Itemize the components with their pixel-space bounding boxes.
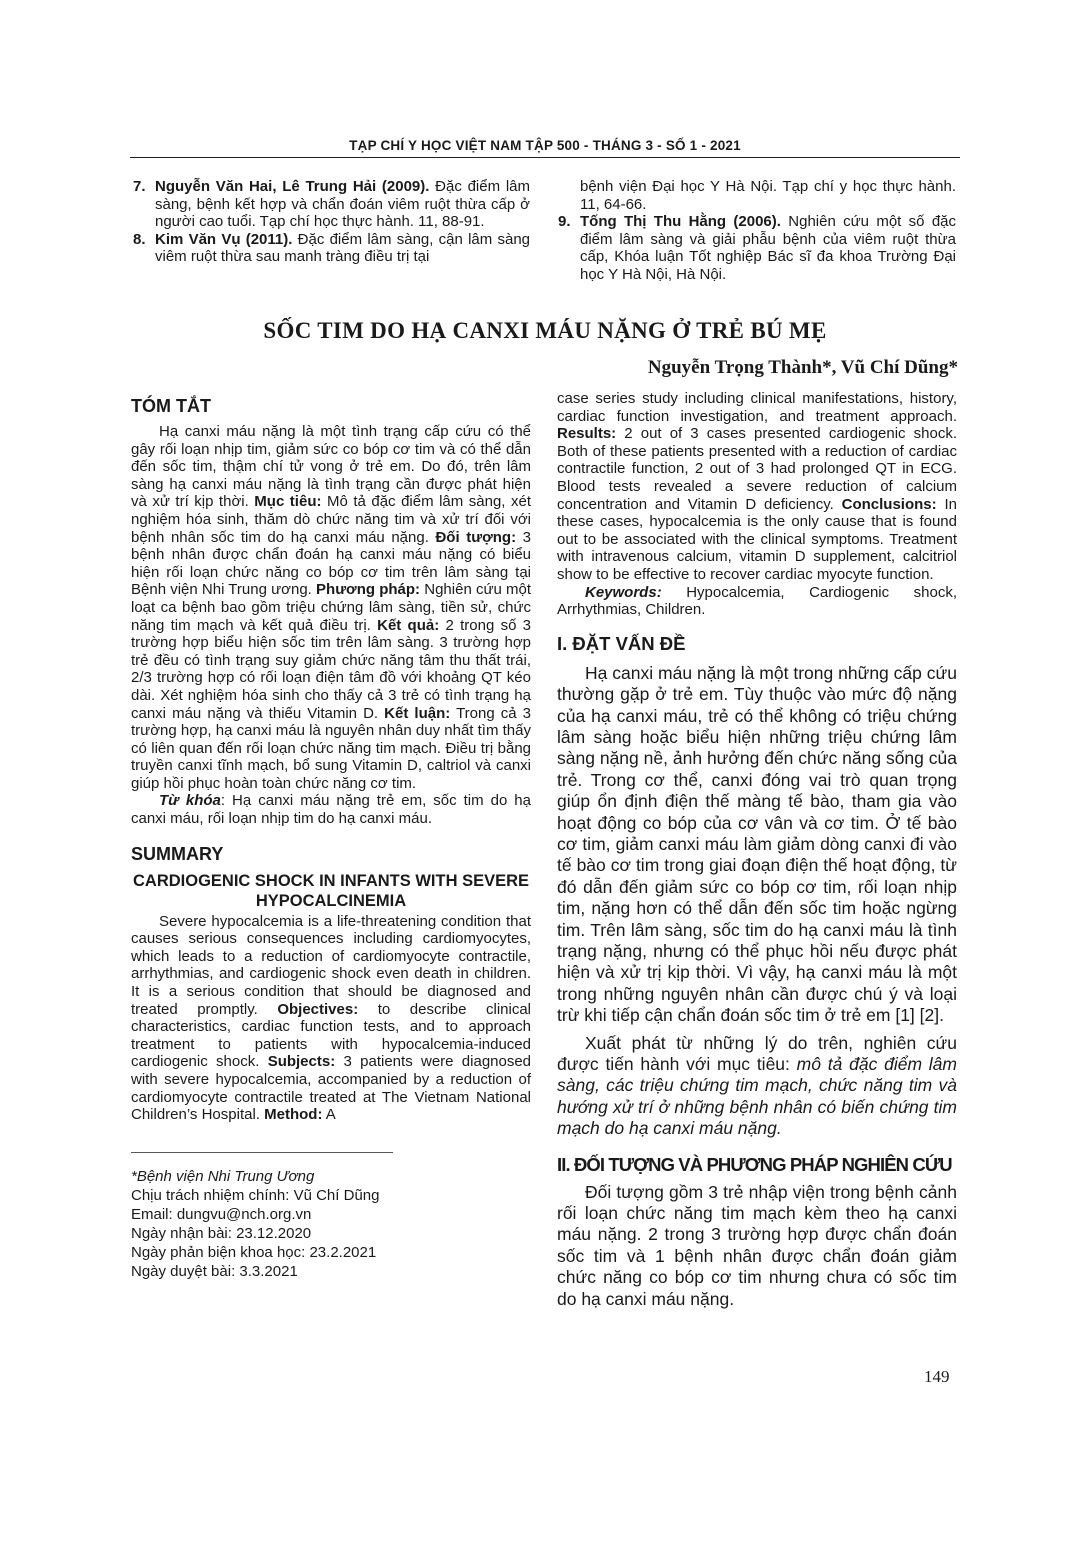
reference-8-continuation: bệnh viện Đại học Y Hà Nội. Tạp chí y học thực hành. 11, 64-66.: [580, 178, 956, 213]
left-column: [131, 396, 531, 1281]
section-1-paragraph-2: Xuất phát từ những lý do trên, nghiên cứu được tiến hành với mục tiêu: mô tả đặc điểm lâm sàng, các triệu chứng tim mạch, chức năng tim và hướng xử trí ở những bệnh nhân có biến chứng tim mạch do hạ canxi máu nặng.: [557, 1032, 957, 1139]
reference-authors: Nguyễn Văn Hai, Lê Trung Hải (2009).: [155, 178, 430, 195]
header-rule: [130, 157, 960, 158]
section-2-heading: II. ĐỐI TƯỢNG VÀ PHƯƠNG PHÁP NGHIÊN CỨU: [557, 1153, 952, 1175]
summary-title: CARDIOGENIC SHOCK IN INFANTS WITH SEVERE HYPOCALCINEMIA: [132, 871, 530, 910]
summary-abstract-part2: case series study including clinical manifestations, history, cardiac function investigation, and treatment approach. Results: 2 out of 3 cases presented cardiogenic shock. Both of these patients presented with a reduction of cardiac contractile function, 2 out of 3 had prolonged QT in ECG. Blood tests revealed a severe reduction of calcium concentration and Vitamin D deficiency. Conclusions: In these cases, hypocalcemia is the only cause that is found out to be associated with the clinical symptoms. Treatment with intravenous calcium, vitamin D supplement, calcitriol show to be effective to recover cardiac myocyte function.: [557, 390, 958, 583]
tomtat-heading: TÓM TẮT: [131, 396, 211, 416]
reference-number: 8.: [133, 230, 146, 248]
section-2-paragraph-1: Đối tượng gồm 3 trẻ nhập viện trong bệnh cảnh rối loạn chức năng tim mạch kèm theo hạ canxi máu nặng. 2 trong 3 trường hợp được chẩn đoán sốc tim và 1 bệnh nhân được chẩn đoán giảm chức năng co bóp cơ tim nhưng chưa có sốc tim do hạ canxi máu nặng.: [557, 1181, 957, 1309]
page-number: 149: [924, 1367, 950, 1386]
reference-text: Nghiên cứu một số đặc điểm lâm sàng và giải phẫu bệnh của viêm ruột thừa cấp, Khóa luận Tốt nghiệp Bác sĩ đa khoa Trường Đại học Y Hà Nội, Hà Nội.: [580, 213, 957, 283]
reference-7: [133, 178, 530, 231]
summary-keywords: Keywords: Hypocalcemia, Cardiogenic shock, Arrhythmias, Children.: [557, 583, 957, 619]
section-1-heading: I. ĐẶT VẤN ĐỀ: [557, 632, 686, 654]
article-title: SỐC TIM DO HẠ CANXI MÁU NẶNG Ở TRẺ BÚ MẸ: [263, 318, 827, 343]
reference-number: 7.: [133, 178, 146, 195]
reference-authors: Kim Văn Vụ (2011).: [155, 230, 293, 248]
summary-abstract-part1: Severe hypocalcemia is a life-threatening condition that causes serious consequences including cardiomyocytes, which leads to a reduction of cardiomyocyte contractile, arrhythmias, and cardiogenic shock even death in children. It is a serious condition that should be diagnosed and treated promptly. Objectives: to describe clinical characteristics, cardiac function tests, and to approach treatment to patients with hypocalcemia-induced cardiogenic shock. Subjects: 3 patients were diagnosed with severe hypocalcemia, accompanied by a reduction of cardiomyocyte contractile treated at The Vietnam National Children’s Hospital. Method: A: [131, 912, 532, 1124]
footnote-accepted: Ngày duyệt bài: 3.3.2021: [131, 1262, 298, 1280]
footnote-rule: [131, 1152, 393, 1153]
reference-authors: Tống Thị Thu Hằng (2006).: [580, 213, 781, 230]
tomtat-abstract: Hạ canxi máu nặng là một tình trạng cấp cứu có thể gây rối loạn nhịp tim, giảm sức co bóp cơ tim và có thể dẫn đến sốc tim, thậm chí tử vong ở trẻ em. Do đó, trên lâm sàng hạ canxi máu nặng là tình trạng cần được phát hiện và xử trí kịp thời. Mục tiêu: Mô tả đặc điểm lâm sàng, xét nghiệm hóa sinh, thăm dò chức năng tim và xử trí đối với bệnh nhân sốc tim do hạ canxi máu nặng. Đối tượng: 3 bệnh nhân được chẩn đoán hạ canxi máu nặng có biểu hiện rối loạn chức năng co bóp cơ tim trên lâm sàng tại Bệnh viện Nhi Trung ương. Phương pháp: Nghiên cứu một loạt ca bệnh bao gồm triệu chứng lâm sàng, tiền sử, chức năng tim mạch và kết quả điều trị. Kết quả: 2 trong số 3 trường hợp biểu hiện sốc tim trên lâm sàng. 3 trường hợp trẻ đều có tình trạng suy giảm chức năng tâm thu thất trái, 2/3 trường hợp có rối loạn điện tâm đồ với khoảng QT kéo dài. Xét nghiệm hóa sinh cho thấy cả 3 trẻ có tình trạng hạ canxi máu nặng và thiếu Vitamin D. Kết luận: Trong cả 3 trường hợp, hạ canxi máu là nguyên nhân duy nhất tìm thấy có liên quan đến rối loạn chức năng tim mạch. Điều trị bằng truyền canxi tĩnh mạch, bổ sung Vitamin D, caltriol và canxi giúp hồi phục hoàn toàn chức năng cơ tim.: [131, 423, 532, 792]
references-right: [558, 178, 956, 283]
running-header: TẠP CHÍ Y HỌC VIỆT NAM TẬP 500 - THÁNG 3 - SỐ 1 - 2021: [349, 138, 741, 153]
footnote-email: Email: dungvu@nch.org.vn: [131, 1205, 312, 1223]
summary-heading: SUMMARY: [131, 843, 224, 864]
article-authors: Nguyễn Trọng Thành*, Vũ Chí Dũng*: [647, 357, 958, 378]
right-column: [557, 390, 957, 1310]
tomtat-keywords: Từ khóa: Hạ canxi máu nặng trẻ em, sốc tim do hạ canxi máu, rối loạn nhịp tim do hạ canxi máu.: [131, 792, 531, 828]
footnote-affiliation: *Bệnh viện Nhi Trung Ương: [131, 1167, 315, 1185]
references-left: [133, 178, 530, 266]
reference-text: Đặc điểm lâm sàng, cận lâm sàng viêm ruột thừa sau manh tràng điều trị tại: [155, 230, 531, 265]
footnote-reviewed: Ngày phản biện khoa học: 23.2.2021: [131, 1243, 377, 1261]
reference-text: Đặc điểm lâm sàng, bệnh kết hợp và chẩn đoán viêm ruột thừa cấp ở người cao tuổi. Tạp chí học thực hành. 11, 88-91.: [155, 178, 530, 230]
section-1-paragraph-1: Hạ canxi máu nặng là một trong những cấp cứu thường gặp ở trẻ em. Tùy thuộc vào mức độ nặng của hạ canxi máu, trẻ có thể không có triệu chứng lâm sàng hoặc biểu hiện những triệu chứng lâm sàng nặng nề, ảnh hưởng đến chức năng sống của trẻ. Trong cơ thể, canxi đóng vai trò quan trọng giúp ổn định điện thế màng tế bào, tham gia vào hoạt động co bóp của cơ vân và cơ tim. Ở tế bào cơ tim, giảm canxi máu làm giảm dòng canxi đi vào tế bào cơ tim trong giai đoạn điện thế hoạt động, từ đó dẫn đến giảm sức co bóp cơ tim, rối loạn nhịp tim, nặng hơn có thể dẫn đến sốc tim hoặc ngừng tim. Trên lâm sàng, sốc tim do hạ canxi máu là tình trạng nặng, nhưng có thể phục hồi nếu được phát hiện và xử trị kịp thời. Vì vậy, hạ canxi máu là một trong những nguyên nhân cần được chú ý và loại trừ khi tiếp cận chẩn đoán sốc tim ở trẻ em [1] [2].: [557, 662, 957, 1026]
reference-8: [133, 231, 530, 266]
reference-9: [558, 213, 956, 283]
footnote-corresponding: Chịu trách nhiệm chính: Vũ Chí Dũng: [131, 1186, 380, 1204]
footnote-received: Ngày nhận bài: 23.12.2020: [131, 1224, 312, 1242]
reference-number: 9.: [558, 213, 571, 230]
